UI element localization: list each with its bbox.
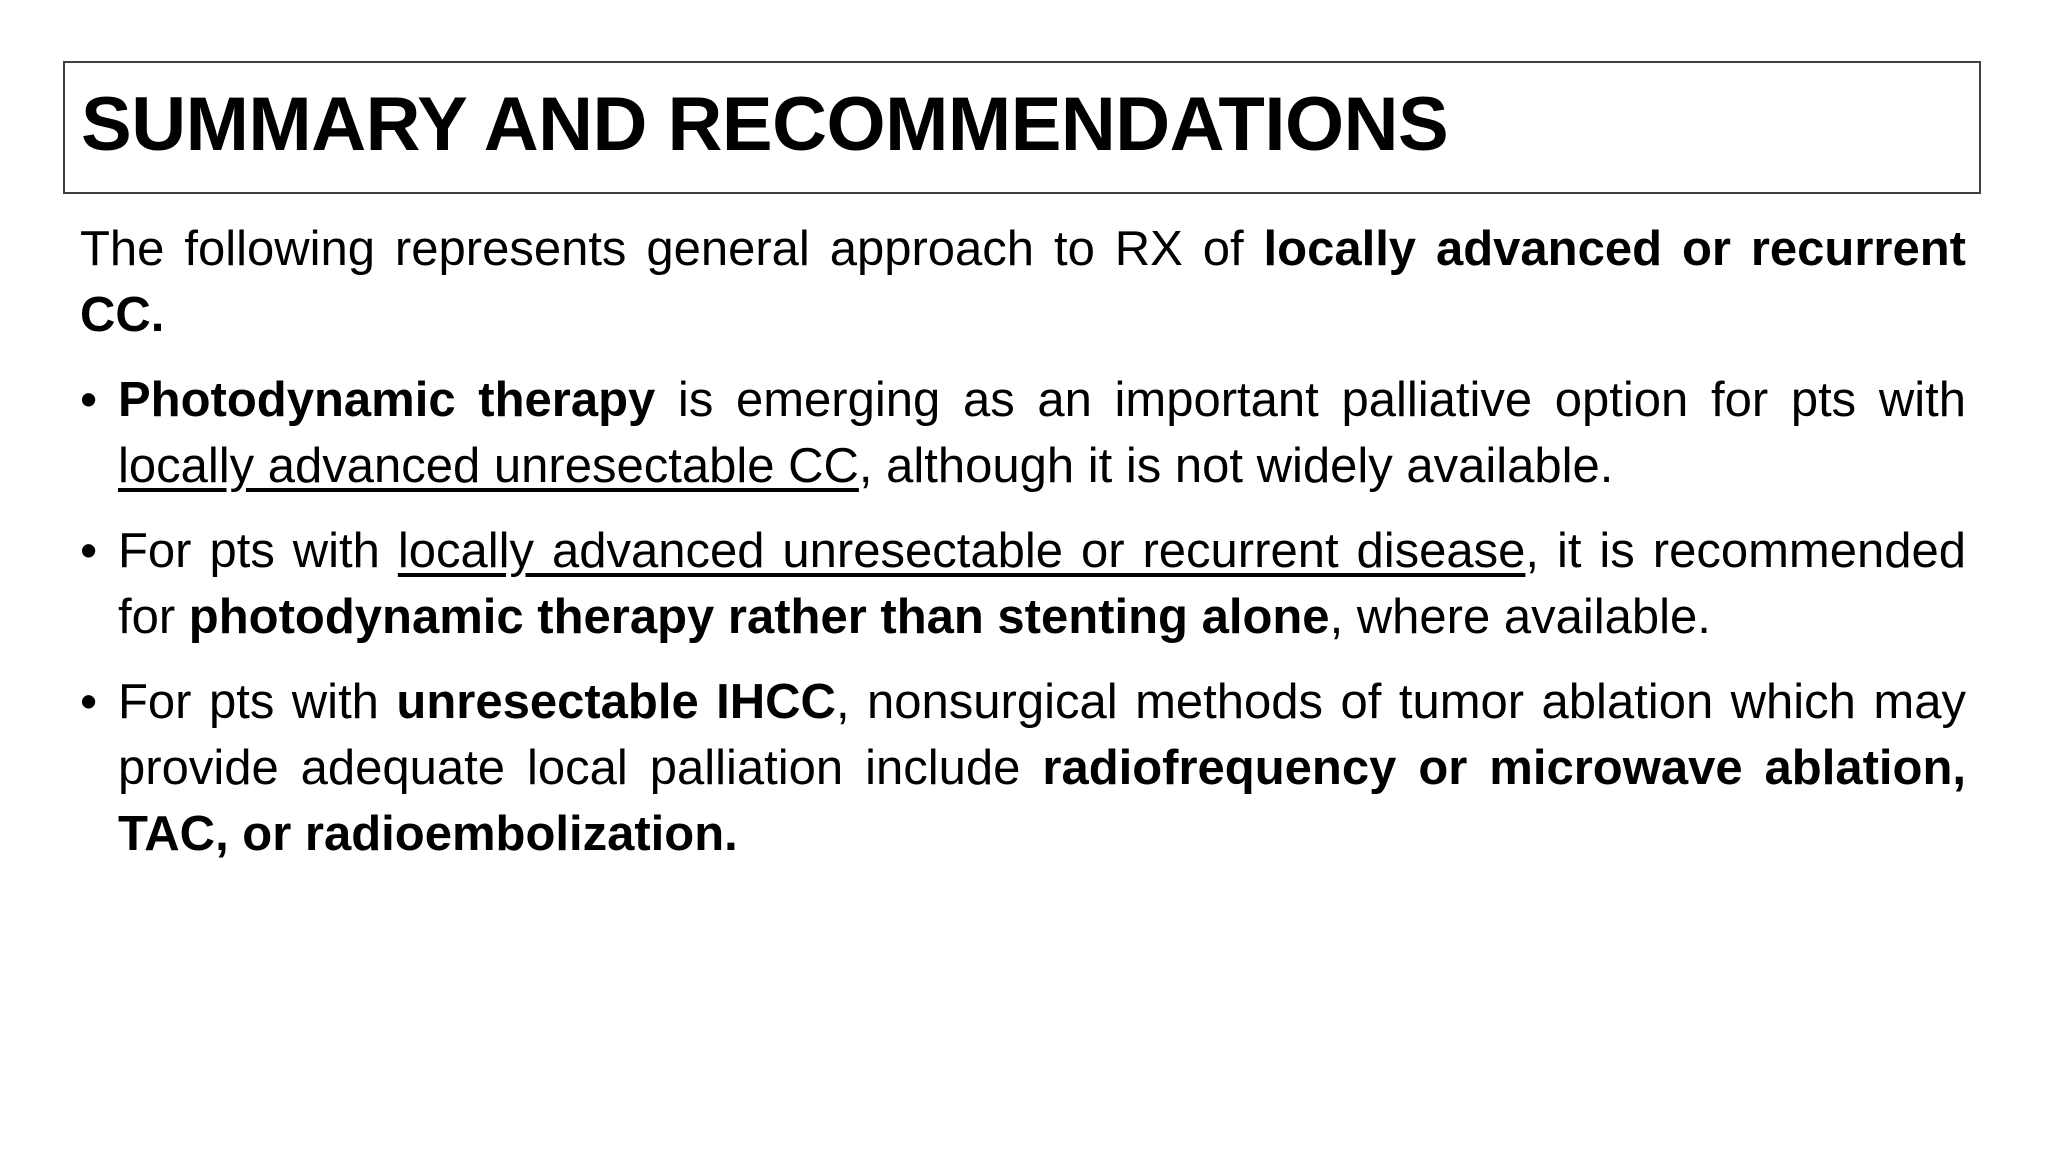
bullet-2-underlined: locally advanced unresectable or recurrent disease [397, 524, 1526, 578]
bullet-3-bold-1: unresectable IHCC [396, 675, 836, 729]
bullet-3-text-1: For pts with [118, 675, 397, 729]
slide-title: SUMMARY AND RECOMMENDATIONS [81, 82, 1449, 167]
bullet-3-text-2: , nonsurgical methods of tumor ablation which may provide adequate local palliation include [118, 675, 1966, 795]
intro-text: The following represents general approach to RX of [80, 222, 1264, 276]
bullet-3-bold-2: radiofrequency or microwave ablation, TAC, or radioembolization. [118, 741, 1966, 861]
bullet-list [80, 367, 1966, 867]
bullet-1-underlined: locally advanced unresectable CC [118, 439, 859, 493]
bullet-2-text-1: For pts with [118, 524, 398, 578]
bullet-1-text-1: is emerging as an important palliative option for pts with [655, 373, 1966, 427]
bullet-2-text-3: , where available. [1329, 590, 1711, 644]
bullet-2-bold: photodynamic therapy rather than stenting alone [188, 590, 1330, 644]
intro-paragraph [80, 216, 1966, 348]
title-box [63, 61, 1981, 194]
bullet-item-recurrent [80, 518, 1966, 650]
bullet-1-bold-lead: Photodynamic therapy [118, 373, 656, 427]
bullet-item-ablation [80, 669, 1966, 867]
bullet-dot-icon: • [80, 675, 98, 729]
bullet-dot-icon: • [80, 373, 98, 427]
bullet-dot-icon: • [80, 524, 98, 578]
bullet-item-photodynamic [80, 367, 1966, 499]
bullet-1-text-2: , although it is not widely available. [858, 439, 1614, 493]
intro-bold: locally advanced or recurrent CC. [80, 222, 1966, 342]
bullet-2-text-2: , it is recommended for [118, 524, 1966, 644]
slide-body [80, 216, 1966, 886]
